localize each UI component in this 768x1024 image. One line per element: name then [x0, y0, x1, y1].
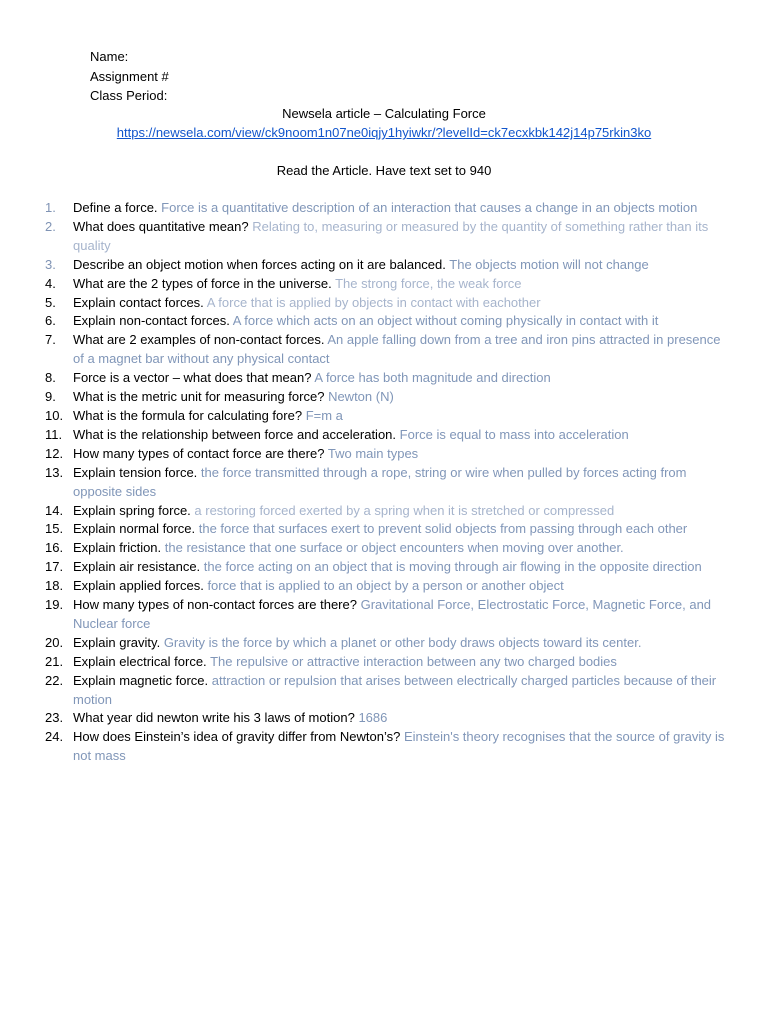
question-item — [45, 407, 725, 426]
question-number-text: 16. — [45, 540, 64, 556]
question-body — [73, 539, 725, 558]
question-number — [45, 218, 73, 256]
question-item — [45, 539, 725, 558]
answer-text: the resistance that one surface or object encounters when moving over another. — [164, 540, 624, 556]
question-number — [45, 294, 73, 313]
question-text: Explain non-contact forces. — [73, 313, 230, 329]
class-period-label: Class Period: — [90, 88, 168, 103]
question-text: Explain spring force. — [73, 502, 191, 518]
question-number — [45, 728, 73, 766]
answer-text: Force is a quantitative description of an interaction that causes a change in an objects motion — [161, 200, 698, 215]
question-item — [45, 653, 725, 672]
question-number — [45, 445, 73, 464]
question-number-text: 6. — [45, 313, 56, 329]
question-item — [45, 709, 725, 728]
question-body — [73, 577, 725, 596]
question-number — [45, 426, 73, 445]
article-link[interactable]: https://newsela.com/view/ck9noom1n07ne0iqjy1hyiwkr/?levelId=ck7ecxkbk142j14p75rkin3ko — [116, 125, 652, 140]
question-body — [73, 407, 725, 426]
question-text: Explain contact forces. — [73, 294, 204, 310]
question-item — [45, 445, 725, 464]
question-body — [73, 634, 725, 653]
question-number — [45, 369, 73, 388]
question-number-text: 14. — [45, 502, 64, 518]
question-number — [45, 672, 73, 710]
answer-text: A force that is applied by objects in contact with eachother — [206, 294, 541, 310]
question-text: Explain friction. — [73, 540, 162, 556]
question-number-text: 19. — [45, 597, 64, 613]
answer-text: the force acting on an object that is moving through air flowing in the opposite direction — [203, 559, 702, 575]
question-number — [45, 558, 73, 577]
answer-text: the force that surfaces exert to prevent solid objects from passing through each other — [198, 521, 688, 537]
question-text: Explain normal force. — [73, 521, 196, 537]
question-text: How does Einstein’s idea of gravity differ from Newton’s? — [73, 729, 401, 745]
question-body — [73, 502, 725, 521]
answer-text: 1686 — [358, 710, 388, 726]
question-text: What are the 2 types of force in the universe. — [73, 275, 332, 291]
question-item — [45, 294, 725, 313]
question-number-text: 3. — [45, 256, 56, 272]
question-body — [73, 388, 725, 407]
question-text: What is the formula for calculating fore? — [73, 407, 303, 423]
question-item — [45, 199, 725, 218]
question-item — [45, 256, 725, 275]
question-number-text: 24. — [45, 729, 64, 745]
question-number — [45, 502, 73, 521]
question-number — [45, 577, 73, 596]
answer-text: A force which acts on an object without coming physically in contact with it — [232, 313, 659, 329]
question-body — [73, 275, 725, 294]
question-text: How many types of contact force are there? — [73, 445, 325, 461]
question-number-text: 4. — [45, 275, 56, 291]
question-item — [45, 312, 725, 331]
question-number-text: 9. — [45, 389, 56, 405]
instructions: Read the Article. Have text set to 940 — [276, 163, 492, 178]
question-item — [45, 275, 725, 294]
question-item — [45, 502, 725, 521]
question-number — [45, 312, 73, 331]
question-number — [45, 653, 73, 672]
answer-text: Newton (N) — [328, 389, 394, 405]
question-number-text: 13. — [45, 464, 64, 480]
question-number-text: 5. — [45, 294, 56, 310]
answer-text: The repulsive or attractive interaction between any two charged bodies — [210, 653, 617, 669]
question-number — [45, 596, 73, 634]
question-body — [73, 218, 725, 256]
question-text: Explain electrical force. — [73, 653, 207, 669]
question-number — [45, 709, 73, 728]
question-body — [73, 709, 725, 728]
question-text: Explain tension force. — [73, 464, 198, 480]
question-item — [45, 369, 725, 388]
question-body — [73, 672, 725, 710]
answer-text: Two main types — [327, 445, 419, 461]
question-number-text: 8. — [45, 370, 56, 386]
assignment-label: Assignment # — [90, 68, 169, 84]
question-number-text: 20. — [45, 634, 64, 650]
question-number-text: 22. — [45, 672, 64, 688]
question-number-text: 15. — [45, 521, 64, 537]
question-number — [45, 634, 73, 653]
question-text: What year did newton write his 3 laws of motion? — [73, 710, 355, 726]
question-item — [45, 728, 725, 766]
question-text: What is the relationship between force and acceleration. — [73, 426, 397, 442]
question-body — [73, 369, 725, 388]
question-text: Explain applied forces. — [73, 578, 204, 594]
question-number-text: 10. — [45, 407, 64, 423]
answer-text: The objects motion will not change — [449, 256, 649, 272]
question-item — [45, 634, 725, 653]
question-number — [45, 464, 73, 502]
question-body — [73, 426, 725, 445]
question-body — [73, 199, 725, 218]
question-number — [45, 388, 73, 407]
question-text: How many types of non-contact forces are there? — [73, 597, 357, 613]
question-body — [73, 520, 725, 539]
question-item — [45, 672, 725, 710]
student-info — [90, 47, 169, 106]
question-item — [45, 577, 725, 596]
question-number — [45, 256, 73, 275]
question-item — [45, 596, 725, 634]
question-number-text: 23. — [45, 710, 64, 726]
question-body — [73, 445, 725, 464]
page-title: Newsela article – Calculating Force — [282, 106, 486, 121]
question-item — [45, 520, 725, 539]
question-text: What does quantitative mean? — [73, 218, 249, 234]
answer-text: F=m a — [305, 407, 343, 423]
question-number-text: 21. — [45, 653, 64, 669]
question-item — [45, 464, 725, 502]
question-item — [45, 331, 725, 369]
answer-text: Einstein's theory recognises that the source of gravity is not mass — [73, 729, 725, 764]
question-number-text: 7. — [45, 332, 56, 348]
question-body — [73, 312, 725, 331]
question-item — [45, 558, 725, 577]
question-number-text: 11. — [45, 426, 63, 442]
question-number — [45, 539, 73, 558]
answer-text: Gravitational Force, Electrostatic Force, Magnetic Force, and Nuclear force — [73, 597, 712, 631]
question-number-text: 2. — [45, 218, 56, 234]
question-list — [45, 199, 725, 766]
question-number — [45, 331, 73, 369]
question-body — [73, 728, 725, 766]
question-text: What are 2 examples of non-contact forces. — [73, 332, 325, 348]
question-item — [45, 426, 725, 445]
question-text: Explain gravity. — [73, 634, 161, 650]
question-text: What is the metric unit for measuring force? — [73, 389, 325, 405]
answer-text: Relating to, measuring or measured by the quantity of something rather than its quality — [73, 218, 709, 253]
question-item — [45, 388, 725, 407]
question-number — [45, 199, 73, 218]
question-number-text: 18. — [45, 578, 64, 594]
question-body — [73, 558, 725, 577]
answer-text: a restoring forced exerted by a spring when it is stretched or compressed — [194, 502, 615, 518]
answer-text: force that is applied to an object by a person or another object — [207, 578, 564, 594]
question-body — [73, 596, 725, 634]
question-number-text: 17. — [45, 559, 64, 575]
question-number — [45, 275, 73, 294]
question-body — [73, 331, 725, 369]
question-text: Describe an object motion when forces acting on it are balanced. — [73, 256, 446, 272]
answer-text: the force transmitted through a rope, string or wire when pulled by forces acting from opposite sides — [73, 464, 687, 499]
answer-text: An apple falling down from a tree and iron pins attracted in presence of a magnet bar without any physical contact — [73, 332, 721, 367]
question-number-text: 1. — [45, 200, 56, 215]
question-body — [73, 464, 725, 502]
question-number-text: 12. — [45, 445, 64, 461]
answer-text: attraction or repulsion that arises between electrically charged particles because of their motion — [73, 672, 717, 707]
question-text: Force is a vector – what does that mean? — [73, 370, 312, 386]
name-label: Name: — [90, 49, 129, 64]
question-number — [45, 520, 73, 539]
answer-text: The strong force, the weak force — [335, 275, 522, 291]
question-body — [73, 653, 725, 672]
question-number — [45, 407, 73, 426]
answer-text: Force is equal to mass into acceleration — [399, 426, 629, 442]
question-text: Explain magnetic force. — [73, 672, 209, 688]
question-body — [73, 256, 725, 275]
question-item — [45, 218, 725, 256]
answer-text: Gravity is the force by which a planet or other body draws objects toward its center. — [163, 634, 642, 650]
answer-text: A force has both magnitude and direction — [314, 370, 551, 386]
question-text: Explain air resistance. — [73, 559, 201, 575]
question-text: Define a force. — [73, 200, 158, 215]
question-body — [73, 294, 725, 313]
